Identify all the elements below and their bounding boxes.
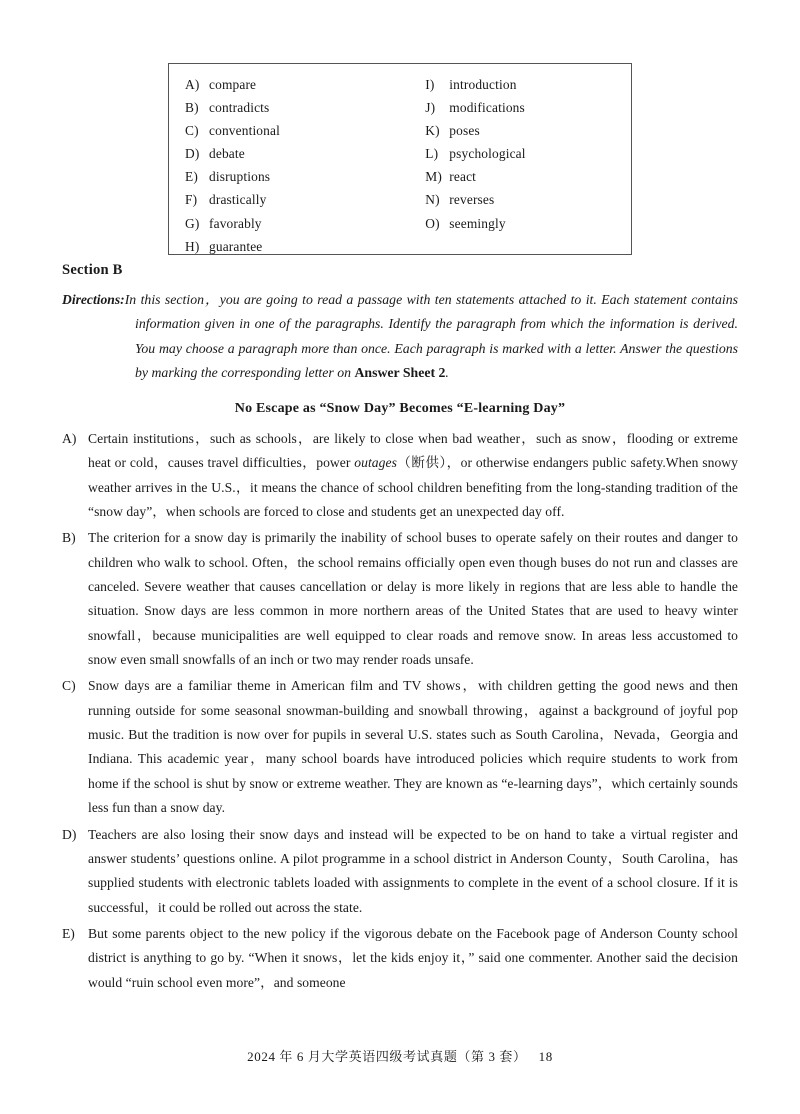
word-bank-letter: M)	[425, 169, 442, 185]
word-bank-word: reverses	[449, 192, 495, 208]
answer-sheet-reference: Answer Sheet 2	[354, 364, 446, 380]
passage-paragraph	[62, 674, 738, 820]
paragraph-text-after-italic: （断供），or otherwise endangers public safety.When snowy weather arrives in the U.S.，it means the chance of school children benefiting from the long-standing tradition of the “snow day”，when schools are forced to close and students get an unexpected day off.	[88, 455, 738, 520]
section-heading: Section B	[62, 262, 123, 278]
word-bank-item	[185, 212, 425, 235]
footer-exam-info: 2024 年 6 月大学英语四级考试真题（第 3 套）	[247, 1049, 527, 1064]
paragraph-text-before-italic: Certain institutions，such as schools，are likely to close when bad weather，such as snow，flooding or extreme heat or cold，causes travel difficulties，power	[88, 431, 738, 471]
glossed-term: outages	[354, 455, 397, 471]
paragraph-letter: B)	[62, 530, 76, 546]
word-bank-letter: C)	[185, 123, 199, 139]
word-bank-item	[425, 188, 631, 211]
word-bank-letter: L)	[425, 146, 439, 162]
passage-paragraph	[62, 823, 738, 920]
word-bank-item	[425, 165, 631, 188]
paragraph-text: The criterion for a snow day is primarily the inability of school buses to operate safely on their routes and danger to children who walk to school. Often，the school remains officially open even though buses do not run and classes are canceled. Severe weather that causes cancellation or delay is more likely in regions that are less able to handle the situation. Snow days are less common in more northern areas of the United States that are used to heavy winter snowfall，because municipalities are well equipped to clear roads and remove snow. In areas less accustomed to snow even small snowfalls of an inch or two may render roads unsafe.	[88, 530, 738, 668]
word-bank-letter: K)	[425, 123, 440, 139]
word-bank-word: poses	[449, 123, 480, 139]
directions-label: Directions:	[62, 292, 125, 307]
word-bank-letter: B)	[185, 100, 199, 116]
word-bank-word: seemingly	[449, 215, 506, 231]
word-bank-right-column	[425, 73, 631, 258]
passage-paragraph	[62, 427, 738, 524]
word-bank-word: drastically	[209, 192, 267, 208]
directions-text	[62, 288, 738, 385]
directions-block	[62, 288, 738, 385]
word-bank-item	[425, 96, 631, 119]
word-bank-item	[425, 212, 631, 235]
paragraph-letter: D)	[62, 826, 77, 842]
passage-paragraph	[62, 526, 738, 672]
footer-page-number: 18	[538, 1049, 553, 1064]
article-title: No Escape as “Snow Day” Becomes “E-learning Day”	[234, 401, 566, 416]
word-bank-letter: I)	[425, 77, 435, 92]
word-bank-item	[425, 119, 631, 142]
paragraph-text: Teachers are also losing their snow days and instead will be expected to be on hand to take a virtual register and answer students’ questions online. A pilot programme in a school district in Anderson County，South Carolina，has supplied students with electronic tablets loaded with assignments to complete in the event of a school closure. If it is successful，it could be rolled out across the state.	[88, 826, 738, 915]
passage-paragraph	[62, 922, 738, 995]
word-bank-word: conventional	[209, 123, 280, 139]
word-bank-letter: H)	[185, 238, 200, 254]
paragraph-letter: C)	[62, 678, 76, 694]
word-bank-item	[185, 119, 425, 142]
word-bank-word: favorably	[209, 215, 262, 231]
paragraph-text: But some parents object to the new policy if the vigorous debate on the Facebook page of Anderson County school district is anything to go by. “When it snows，let the kids enjoy it，” said one commenter. Another said the decision would “ruin school even more”，and someone	[88, 925, 738, 990]
word-bank-item	[185, 188, 425, 211]
word-bank-item	[185, 96, 425, 119]
word-bank-letter: G)	[185, 215, 200, 231]
word-bank-item	[425, 142, 631, 165]
word-bank-word: compare	[209, 77, 257, 92]
paragraph-text: Snow days are a familiar theme in American film and TV shows，with children getting the good news and then running outside for some seasonal snowman-building and snowball throwing，against a background of joyful pop music. But the tradition is now over for pupils in several U.S. states such as South Carolina，Nevada，Georgia and Indiana. This academic year，many school boards have introduced policies which require students to work from home if the school is shut by snow or extreme weather. They are known as “e-learning days”，which certainly sounds less fun than a snow day.	[88, 678, 738, 816]
word-bank-word: disruptions	[209, 169, 271, 185]
directions-body-part2: .	[445, 364, 449, 380]
word-bank-word: guarantee	[209, 238, 263, 254]
word-bank-word: react	[449, 169, 477, 185]
paragraph-text	[88, 427, 738, 524]
paragraph-letter: A)	[62, 431, 77, 446]
word-bank-letter: A)	[185, 77, 200, 92]
word-bank-letter: O)	[425, 215, 440, 231]
word-bank-word: contradicts	[209, 100, 270, 116]
word-bank-letter: D)	[185, 146, 200, 162]
word-bank-word: psychological	[449, 146, 526, 162]
word-bank-letter: N)	[425, 192, 440, 208]
word-bank-box	[168, 63, 632, 255]
word-bank-item	[185, 73, 425, 96]
word-bank-left-column	[169, 73, 425, 258]
word-bank-letter: F)	[185, 192, 198, 208]
word-bank-item	[185, 165, 425, 188]
word-bank-letter: J)	[425, 100, 436, 116]
word-bank-item	[185, 142, 425, 165]
word-bank-word: modifications	[449, 100, 525, 116]
word-bank-item	[425, 73, 631, 96]
directions-body-part1: In this section，you are going to read a passage with ten statements attached to it. Each statement contains information given in one of the paragraphs. Identify the paragraph from which the information is derived. You may choose a paragraph more than once. Each paragraph is marked with a letter. Answer the questions by marking the corresponding letter on	[124, 292, 738, 380]
word-bank-word: debate	[209, 146, 245, 162]
word-bank-letter: E)	[185, 169, 198, 185]
word-bank-item	[185, 235, 425, 258]
passage-body	[62, 427, 738, 997]
paragraph-letter: E)	[62, 925, 75, 941]
word-bank-word: introduction	[449, 77, 517, 92]
page-footer	[0, 1046, 800, 1065]
